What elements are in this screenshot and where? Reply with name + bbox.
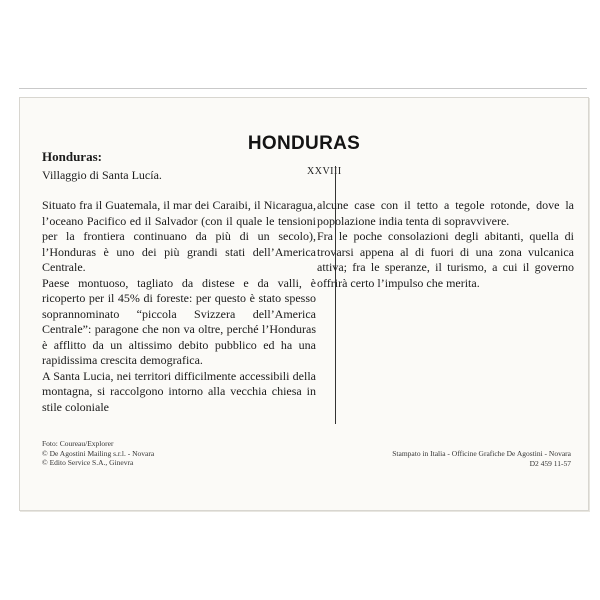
paragraph: alcune case con il tetto a tegole rotonde, dove la popolazione india tenta di sopravvivere. (317, 198, 574, 228)
paragraph: Situato fra il Guatemala, il mar dei Caraibi, il Nicaragua, l’oceano Pacifico ed il Salvador (con il quale le tensioni per la frontiera continuano da più di un secolo), l’Honduras è uno dei più grandi stati dell’America Centrale. (42, 198, 316, 274)
paragraph: A Santa Lucia, nei territori difficilmente accessibili della montagna, si raccolgono intorno alla vecchia chiesa in stile coloniale (42, 368, 316, 414)
top-edge-line (19, 88, 587, 89)
postcard-back (19, 97, 589, 511)
credit-line: © Edito Service S.A., Ginevra (42, 458, 134, 467)
printer-info (392, 449, 571, 468)
printer-line: Stampato in Italia - Officine Grafiche De Agostini - Novara (392, 449, 571, 458)
photo-credits (42, 439, 154, 468)
left-text-column (42, 198, 316, 415)
paragraph: Paese montuoso, tagliato da distese e da valli, è ricoperto per il 45% di foreste: per questo è stato spesso soprannominato “piccola Svizzera dell’America Centrale”: paragone che non va oltre, perché l’Honduras è afflitto da un altissimo debito pubblico ed ha una rapidissima crescita demografica. (42, 275, 316, 367)
location-subtitle: Villaggio di Santa Lucía. (42, 168, 162, 182)
location-name: Honduras: (42, 149, 102, 164)
paragraph: Fra le poche consolazioni degli abitanti, quella di trovarsi appena al di fuori di una zona vulcanica attiva; fra le speranze, il turismo, a cui il governo offrirà certo l’impulso che merita. (317, 229, 574, 290)
card-title: HONDURAS (247, 133, 361, 154)
credit-line: Foto: Coureau/Explorer (42, 439, 114, 448)
printer-code: D2 459 11-57 (529, 458, 571, 468)
card-number: XXVIII (307, 166, 342, 177)
credit-line: © De Agostini Mailing s.r.l. - Novara (42, 448, 155, 458)
right-text-column (317, 198, 574, 291)
